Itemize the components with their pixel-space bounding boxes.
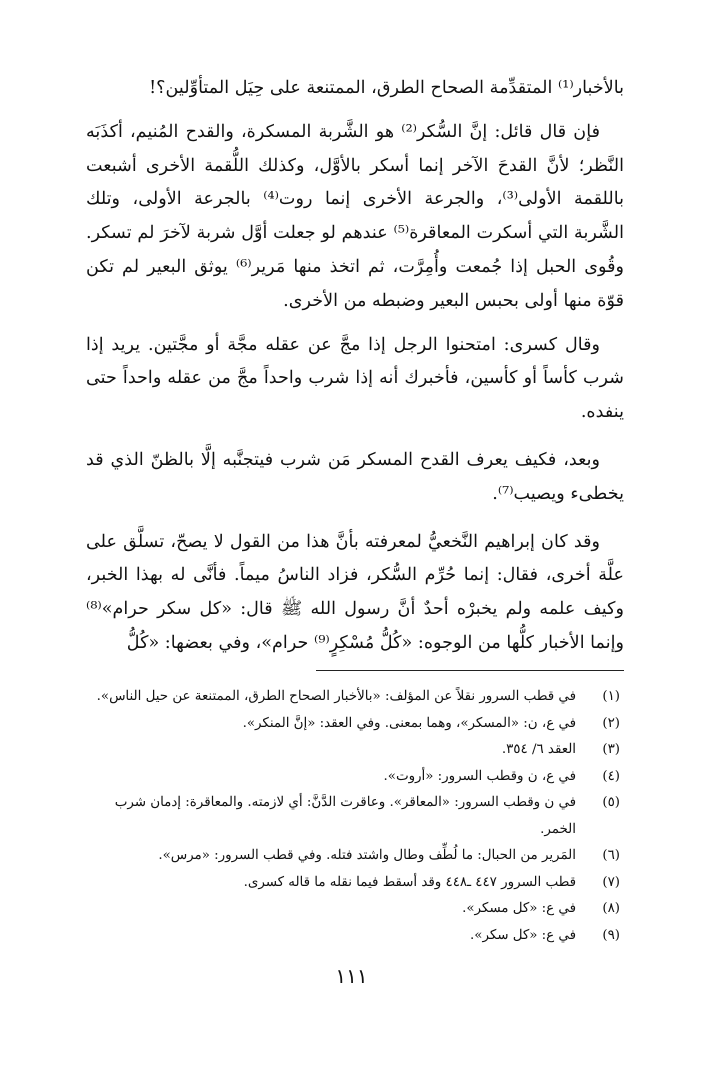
footnote	[86, 896, 624, 923]
footnote-text: في ع، ن وقطب السرور: «أروت».	[383, 768, 576, 784]
footnote-text: في ع: «كل سكر».	[470, 927, 576, 943]
paragraph-3-text: وقال كسرى: امتحنوا الرجل إذا مجَّ عن عقله مجَّة أو مجَّتين. يريد إذا شرب كأساً أو كأسين، فأخبرك أنه إذا شرب واحداً مجَّ من عقله واحداً حتى ينفده.	[86, 334, 624, 423]
paragraph-4-text: وبعد، فكيف يعرف القدح المسكر مَن شرب فيتجنَّبه إلَّا بالظنّ الذي قد يخطىء ويصيب⁽⁷⁾.	[86, 449, 624, 504]
paragraph-5-text: وقد كان إبراهيم النَّخعيُّ لمعرفته بأنَّ هذا من القول لا يصحّ، تسلَّق على علَّة أخرى، فقال: إنما حُرِّم السُّكر، فزاد الناسُ ميماً. فأنَّى له بهذا الخبر، وكيف علمه ولم يخبرْه أحدٌ أنَّ رسول الله ﷺ قال: «كل سكر حرام»⁽⁸⁾ وإنما الأخبار كلُّها من الوجوه: «كُلُّ مُسْكِرٍ⁽⁹⁾ حرام»، وفي بعضها: «كُلُّ	[86, 531, 624, 653]
footnotes	[86, 684, 624, 949]
footnote-text: في ع، ن: «المسكر»، وهما بمعنى. وفي العقد: «إنَّ المنكر».	[242, 715, 576, 731]
footnote-number: (٩)	[602, 927, 620, 943]
footnote-text: قطب السرور ٤٤٧ ـ٤٤٨ وقد أسقط فيما نقله ما قاله كسرى.	[243, 874, 576, 890]
footnote	[86, 790, 624, 843]
paragraph-2	[86, 116, 624, 319]
footnote-number: (٣)	[602, 742, 620, 757]
footnote	[86, 843, 624, 870]
footnote-number: (٦)	[602, 848, 620, 863]
footnote-number: (٧)	[602, 874, 620, 890]
footnote-number: (٥)	[602, 795, 620, 810]
main-text	[86, 72, 624, 661]
paragraph-4	[86, 444, 624, 512]
paragraph-5	[86, 526, 624, 661]
footnote-text: في ن وقطب السرور: «المعاقر». وعاقرت الدَّنَّ: أي لازمته. والمعاقرة: إدمان شرب الخمر.	[114, 795, 576, 837]
footnote-divider	[316, 670, 624, 671]
footnote-number: (٨)	[602, 901, 620, 916]
footnote	[86, 764, 624, 791]
footnote-text: العقد ٦/ ٣٥٤.	[501, 742, 576, 757]
footnote-text: في ع: «كل مسكر».	[462, 901, 576, 916]
footnote	[86, 684, 624, 711]
footnote-text: في قطب السرور نقلاً عن المؤلف: «بالأخبار الصحاح الطرق، الممتنعة عن حيل الناس».	[96, 689, 576, 704]
page-number: ١١١	[335, 964, 368, 988]
paragraph-2-text: فإن قال قائل: إنَّ السُّكر⁽²⁾ هو الشَّربة المسكرة، والقدح المُنيم، أكذَبَه النَّظر؛ لأنَّ القدحَ الآخر إنما أسكر بالأوَّل، وكذلك اللُّقمة الأخرى أشبعت باللقمة الأولى⁽³⁾، والجرعة الأخرى إنما روت⁽⁴⁾ بالجرعة الأولى، وتلك الشَّربة التي أسكرت المعاقرة⁽⁵⁾ عندهم لو جعلت أوَّل شربة لآخرَ لم تسكر. وقُوى الحبل إذا جُمعت وأُمِرَّت، ثم اتخذ منها مَرير⁽⁶⁾ يوثق البعير لم تكن قوّة منها أولى بحبس البعير وضبطه من الأخرى.	[86, 121, 625, 311]
footnote	[86, 923, 624, 950]
footnote-number: (١)	[602, 689, 620, 704]
footnote	[86, 711, 624, 738]
paragraph-1: بالأخبار⁽¹⁾ المتقدِّمة الصحاح الطرق، الممتنعة على حِيَل المتأوِّلين؟!	[149, 78, 624, 98]
footnote	[86, 737, 624, 764]
footnote	[86, 870, 624, 897]
footnote-text: المَرير من الحبال: ما لُطِّف وطال واشتد فتله. وفي قطب السرور: «مرس».	[158, 848, 576, 863]
paragraph-3	[86, 329, 624, 430]
footnote-number: (٢)	[602, 715, 620, 731]
footnote-number: (٤)	[602, 768, 620, 784]
